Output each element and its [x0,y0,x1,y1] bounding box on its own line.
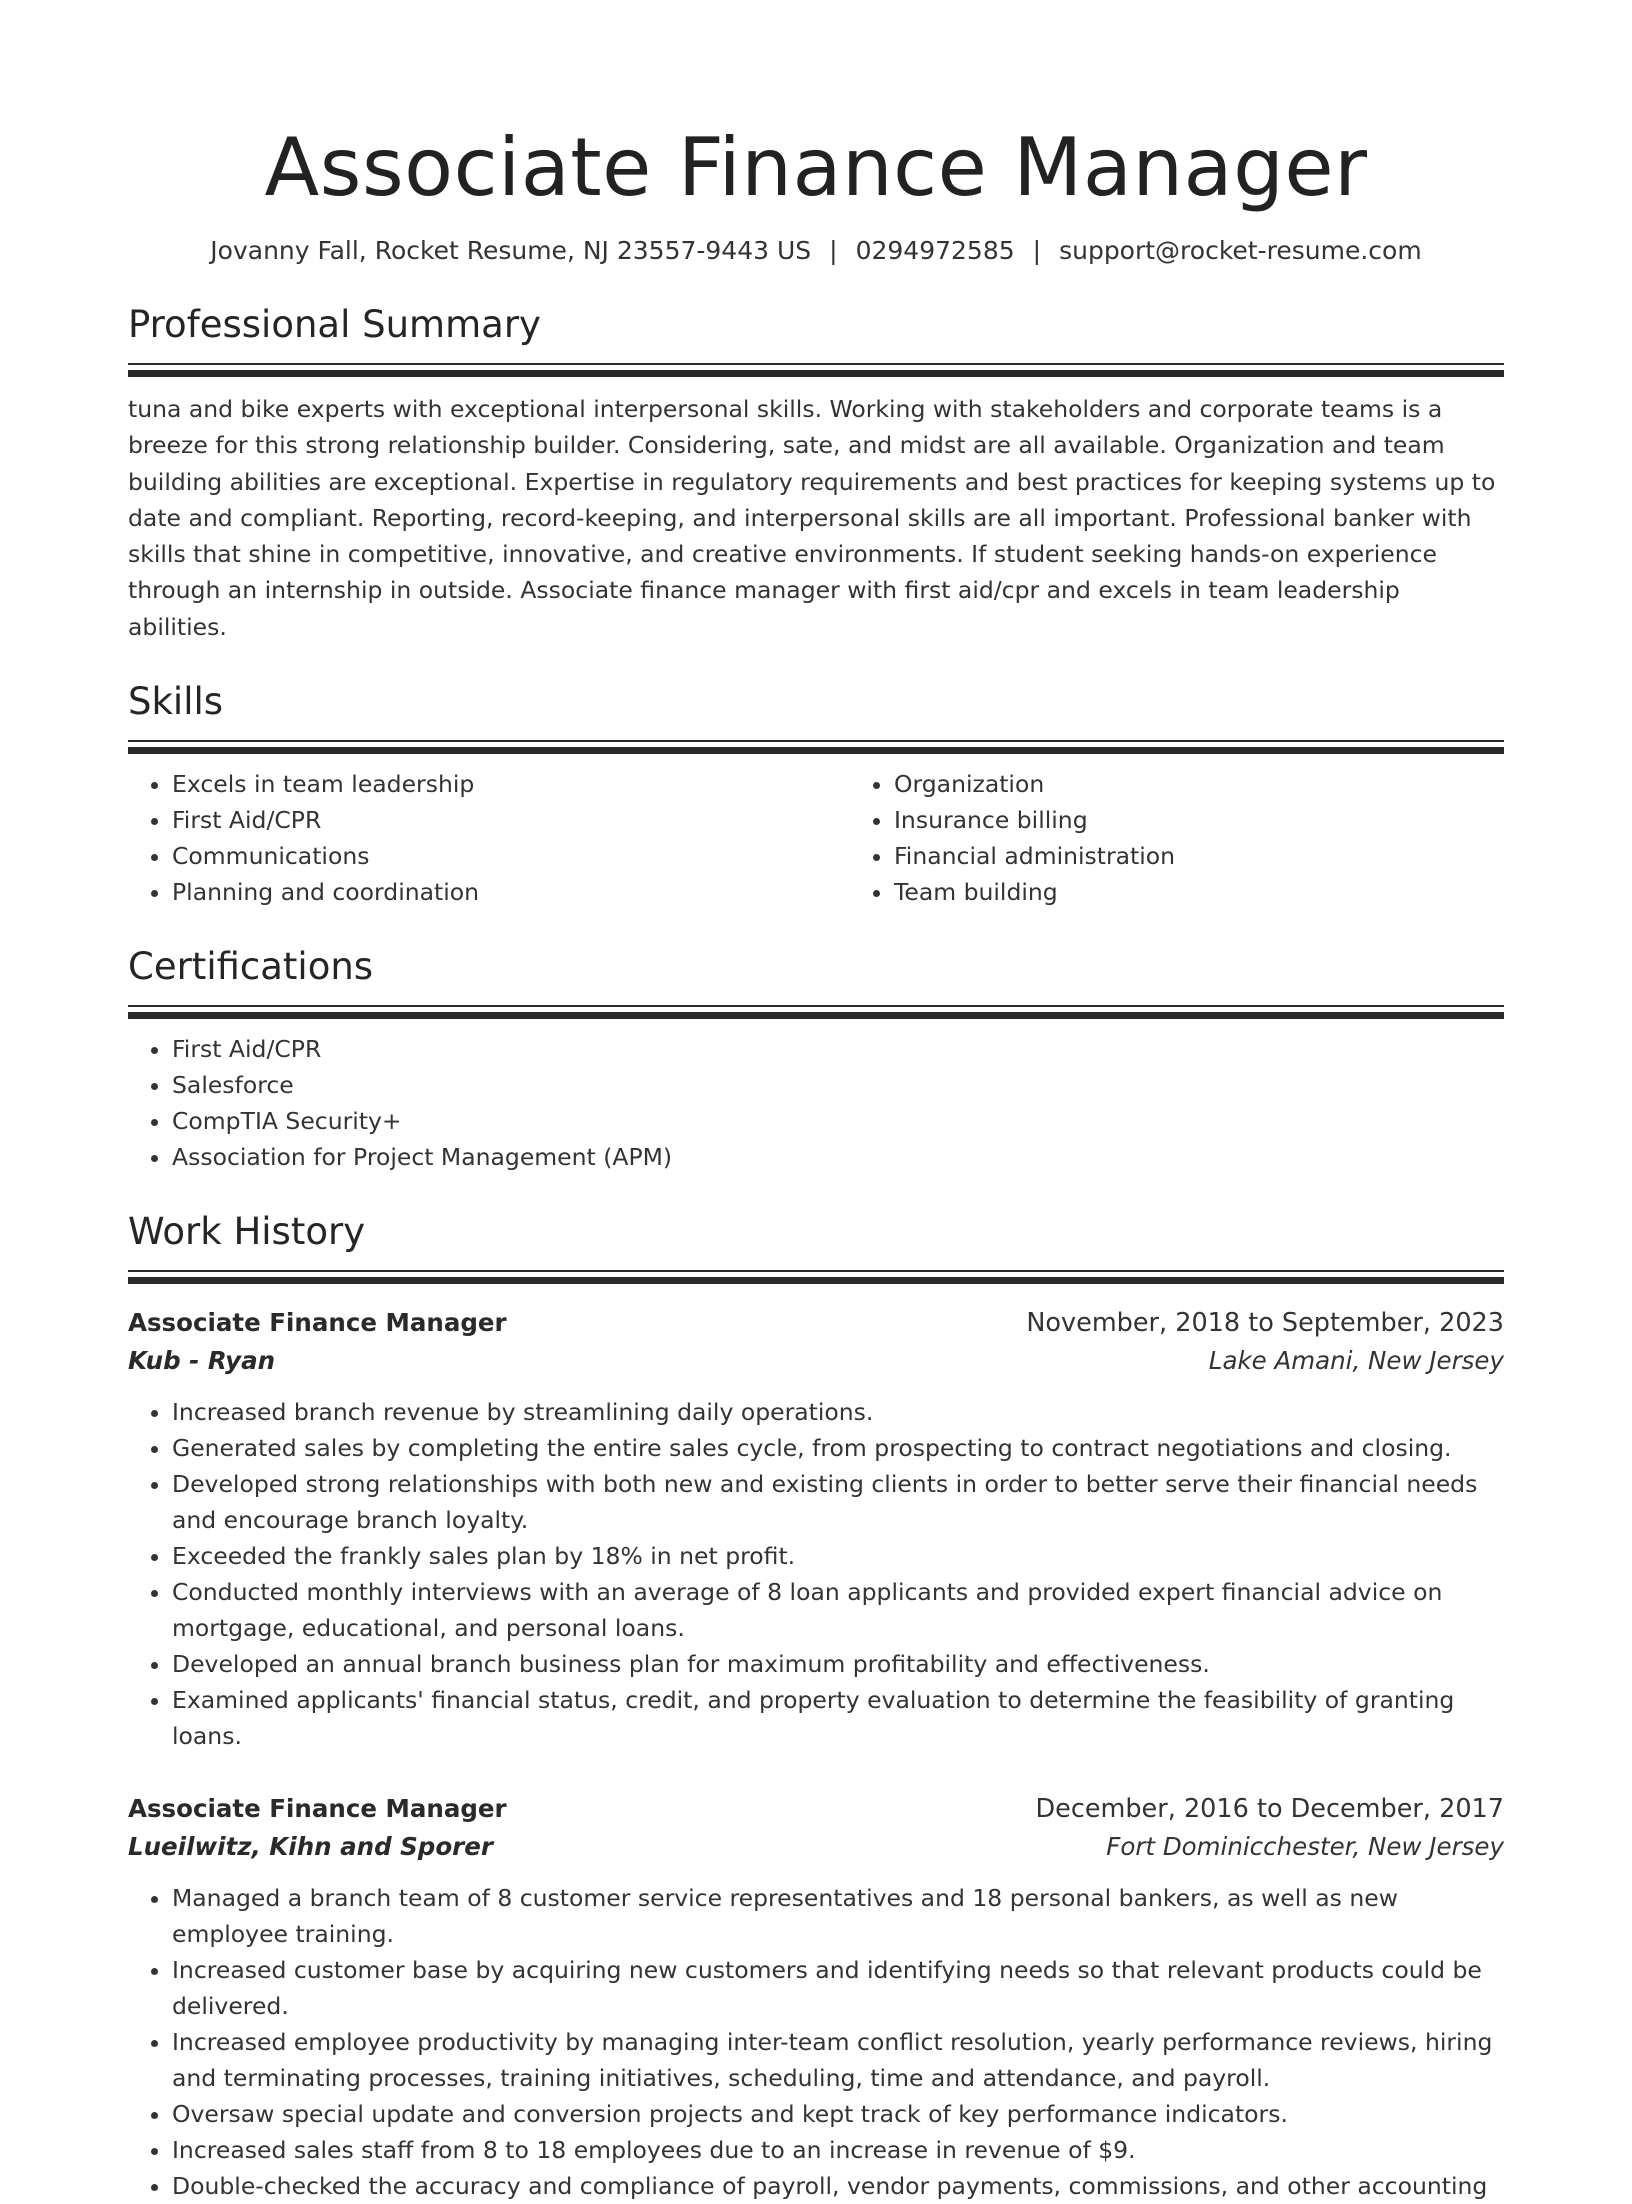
section-divider [128,1005,1504,1019]
job-bullet: • Developed an annual branch business plan for maximum profitability and effectiveness. [172,1646,1504,1682]
job-title: Associate Finance Manager [128,1308,507,1338]
summary-text: tuna and bike experts with exceptional interpersonal skills. Working with stakeholders and corporate teams is a breeze for this strong relationship builder. Considering, sate, and midst are all available. Organization and team building abilities are exceptional. Expertise in regulatory requirements and best practices for keeping systems up to date and compliant. Reporting, record-keeping, and interpersonal skills are all important. Professional banker with skills that shine in competitive, innovative, and creative environments. If student seeking hands-on experience through an internship in outside. Associate finance manager with first aid/cpr and excels in team leadership abilities. [128,395,1496,641]
job-location: Fort Dominicchester, New Jersey [1106,1832,1504,1862]
skill-item: • Organization [894,766,1572,802]
certifications-list [128,1031,1504,1175]
skill-item: • Excels in team leadership [172,766,850,802]
job-bullet: • Generated sales by completing the entire sales cycle, from prospecting to contract negotiations and closing. [172,1430,1504,1466]
certification-item: • Association for Project Management (APM) [172,1139,1504,1175]
job-bullet: • Examined applicants' financial status, credit, and property evaluation to determine the feasibility of granting loans. [172,1682,1504,1754]
job-entry [128,1790,1504,2204]
work-history-section [128,1209,1504,2204]
skill-item: • Planning and coordination [172,874,850,910]
skills-grid [128,766,1504,910]
job-title: Associate Finance Manager [128,1794,507,1824]
job-header-row [128,1790,1504,1828]
job-company-row [128,1342,1504,1380]
job-dates: November, 2018 to September, 2023 [1026,1308,1504,1339]
job-entry [128,1304,1504,1754]
job-bullet: • Oversaw special update and conversion projects and kept track of key performance indicators. [172,2096,1504,2132]
job-bullet: • Increased branch revenue by streamlining daily operations. [172,1394,1504,1430]
contact-email[interactable]: support@rocket-resume.com [1059,236,1422,265]
job-bullet: • Managed a branch team of 8 customer service representatives and 18 personal bankers, as well as new employee training. [172,1880,1504,1952]
certifications-heading: Certifications [128,945,374,989]
job-bullet: • Increased customer base by acquiring new customers and identifying needs so that relevant products could be delivered. [172,1952,1504,2024]
resume-page [128,0,1504,2204]
work-history-heading: Work History [128,1210,366,1254]
section-divider [128,1270,1504,1284]
summary-heading: Professional Summary [128,303,541,346]
job-bullet: • Double-checked the accuracy and compliance of payroll, vendor payments, commissions, and other accounting [172,2168,1504,2204]
skill-item: • Financial administration [894,838,1572,874]
job-header-row [128,1304,1504,1342]
summary-section [128,302,1504,645]
section-divider [128,363,1504,377]
skill-item: • First Aid/CPR [172,802,850,838]
job-bullets [128,1394,1504,1754]
job-bullet: • Developed strong relationships with both new and existing clients in order to better serve their financial needs and encourage branch loyalty. [172,1466,1504,1538]
certifications-section [128,944,1504,1175]
skill-item: • Communications [172,838,850,874]
job-company: Kub - Ryan [128,1346,276,1376]
job-company: Lueilwitz, Kihn and Sporer [128,1832,493,1862]
job-bullet: • Exceeded the frankly sales plan by 18% in net profit. [172,1538,1504,1574]
skills-heading: Skills [128,680,224,724]
contact-phone: 0294972585 [855,236,1015,265]
section-divider [128,740,1504,754]
job-dates: December, 2016 to December, 2017 [1035,1794,1504,1825]
job-location: Lake Amani, New Jersey [1208,1346,1504,1376]
skill-item: • Team building [894,874,1572,910]
skills-section [128,679,1504,910]
job-bullet: • Increased sales staff from 8 to 18 employees due to an increase in revenue of $9. [172,2132,1504,2168]
job-bullet: • Increased employee productivity by managing inter-team conflict resolution, yearly performance reviews, hiring and terminating processes, training initiatives, scheduling, time and attendance, and payroll. [172,2024,1504,2096]
skills-right-list [850,766,1572,910]
certification-item: • First Aid/CPR [172,1031,1504,1067]
certification-item: • CompTIA Security+ [172,1103,1504,1139]
contact-line [128,234,1504,268]
skill-item: • Insurance billing [894,802,1572,838]
skills-left-list [128,766,850,910]
contact-separator: | [1032,236,1042,265]
job-bullets [128,1880,1504,2204]
job-bullet: • Conducted monthly interviews with an average of 8 loan applicants and provided expert financial advice on mortgage, educational, and personal loans. [172,1574,1504,1646]
resume-title: Associate Finance Manager [264,121,1368,214]
certification-item: • Salesforce [172,1067,1504,1103]
contact-separator: | [829,236,838,265]
contact-address: Jovanny Fall, Rocket Resume, NJ 23557-9443 US [210,236,812,265]
job-company-row [128,1828,1504,1866]
